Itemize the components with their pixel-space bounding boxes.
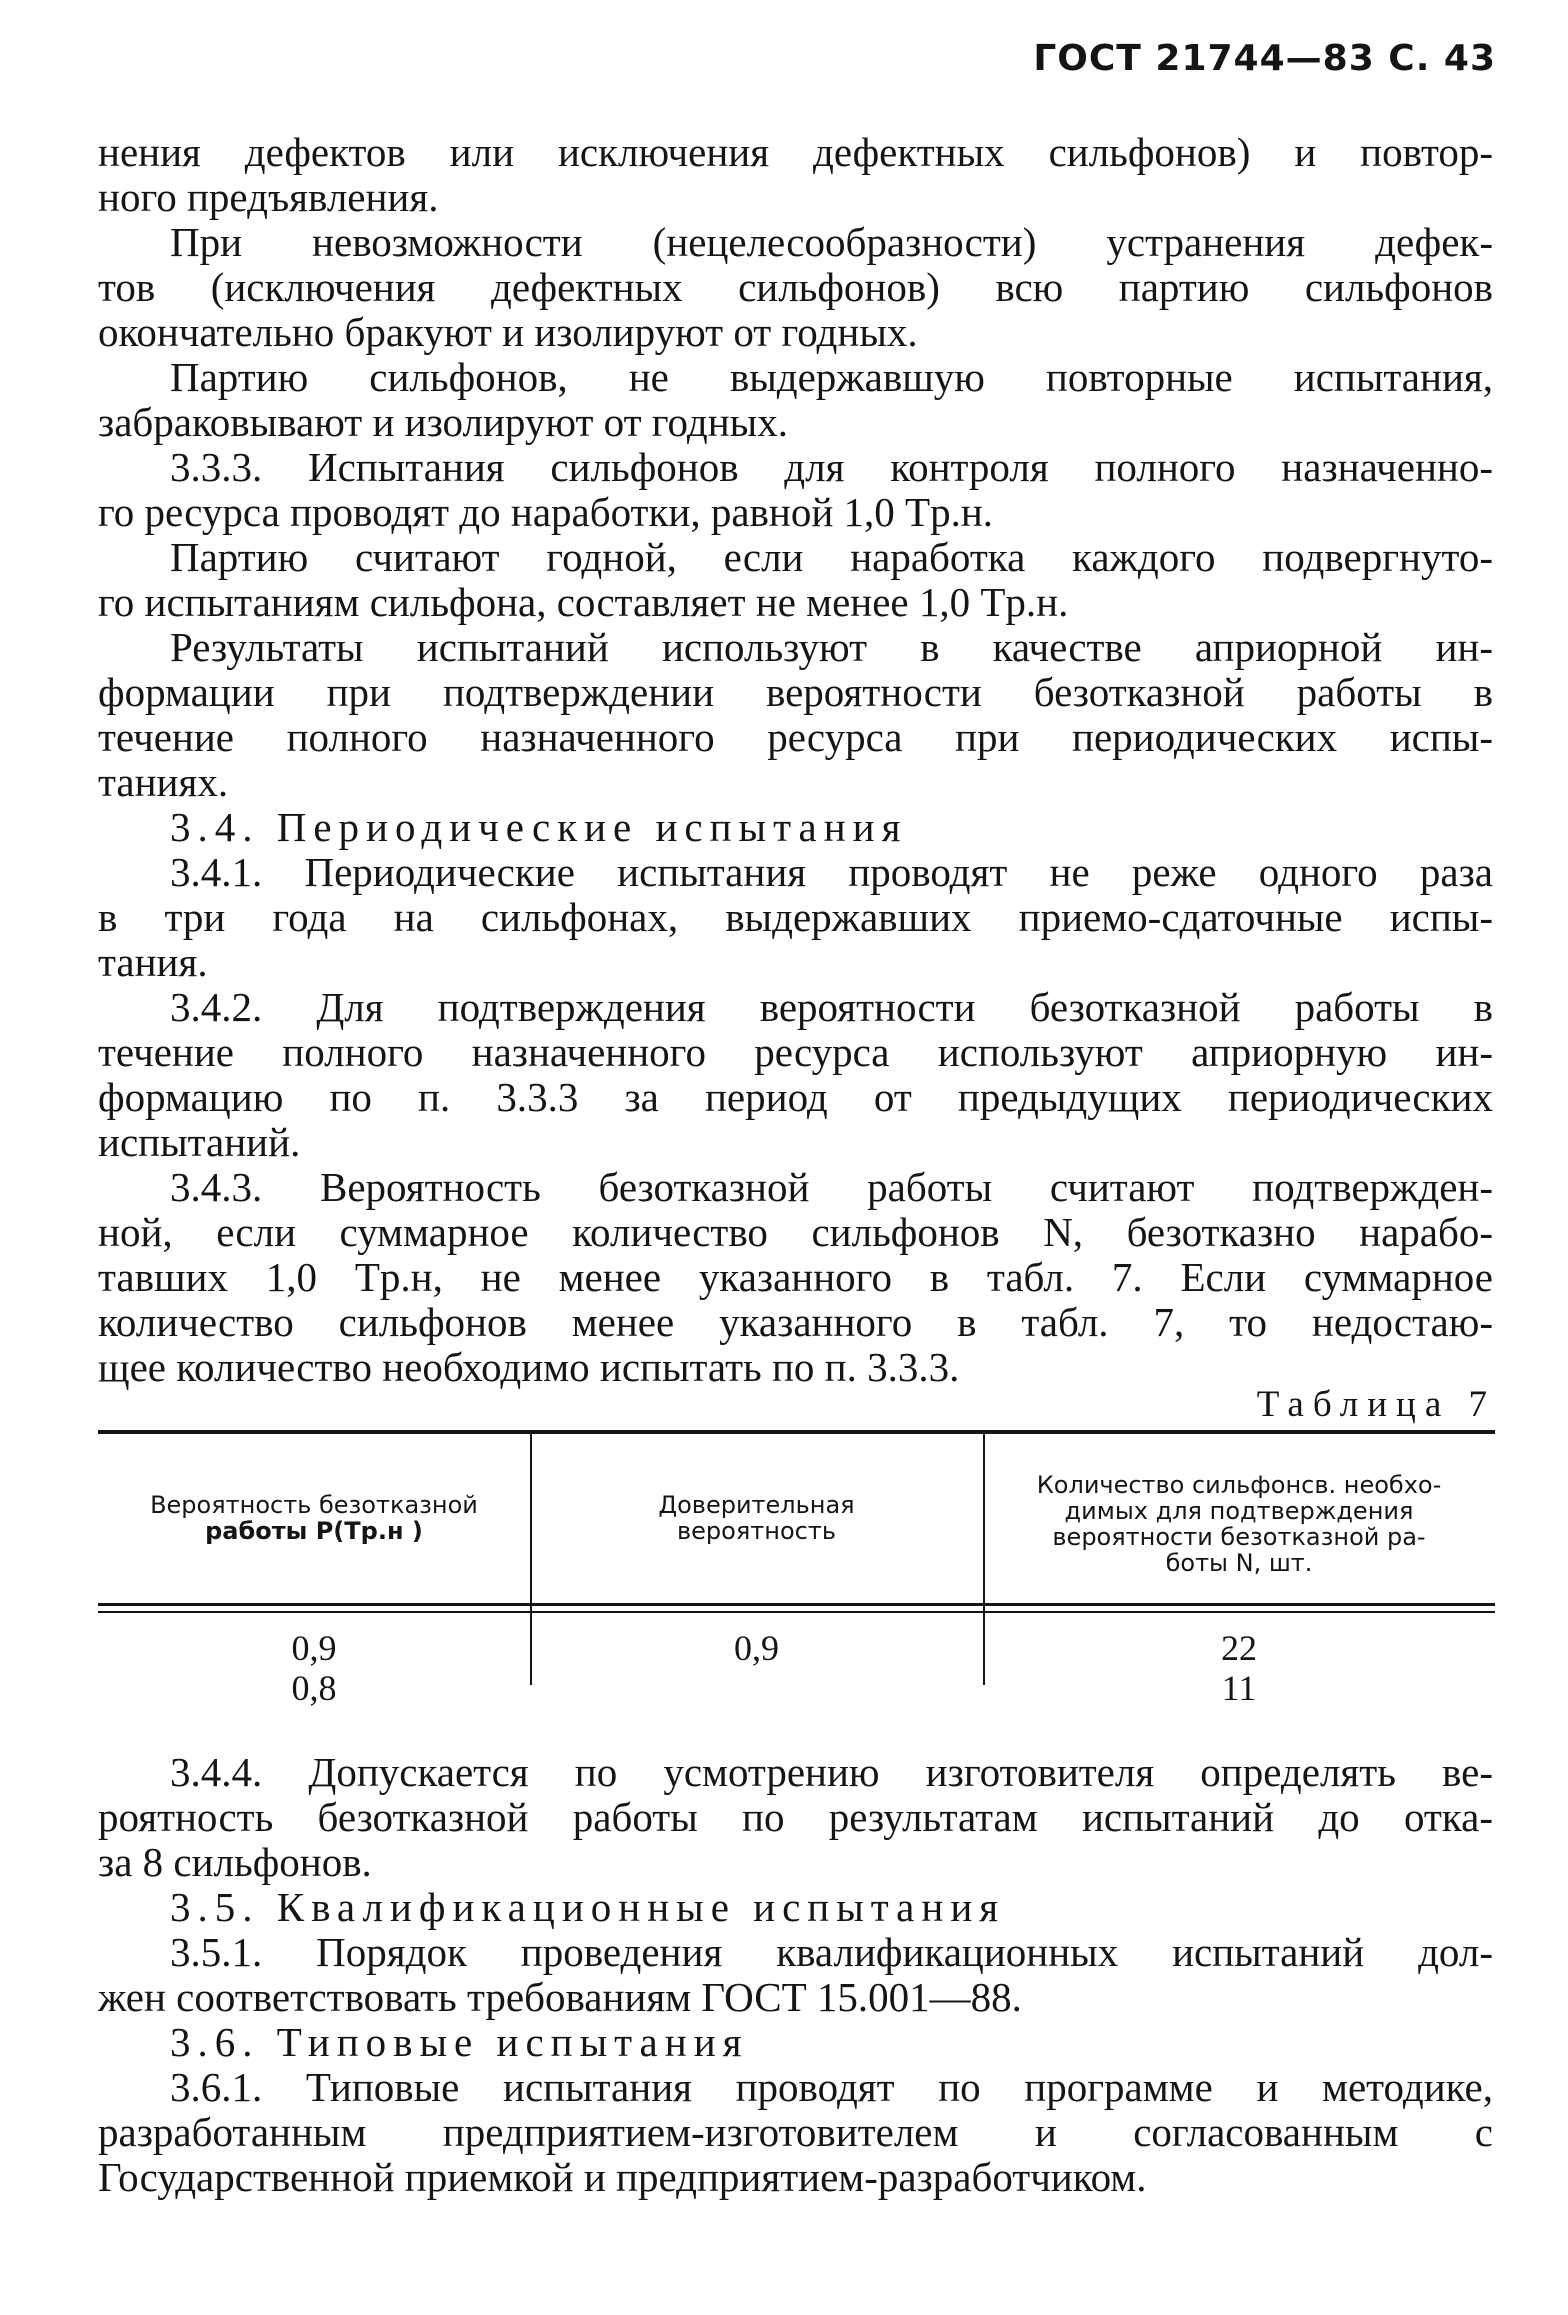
section-heading: 3.6. Типовые испытания <box>170 2019 749 2065</box>
cell-value: 0,9 <box>734 1628 779 1668</box>
text-line <box>98 2110 1493 2155</box>
header-line: вероятность <box>677 1517 836 1545</box>
line-text: за 8 сильфонов. <box>98 1839 372 1885</box>
text-line <box>98 1750 1493 1795</box>
text-line <box>98 1840 1493 1885</box>
table-cell-confidence <box>530 1628 983 1668</box>
header-line: Количество сильфонсв. необхо- <box>1036 1471 1442 1499</box>
body-text-bottom <box>98 1750 1493 2200</box>
text-line <box>98 1255 1493 1300</box>
line-text: 3.6.1. Типовые испытания проводят по программе и методике, <box>170 2064 1493 2110</box>
cell-value: 0,9 <box>291 1628 337 1668</box>
line-text: 3.4.1. Периодические испытания проводят не реже одного раза <box>170 849 1493 895</box>
text-line <box>98 310 1493 355</box>
table-caption: Таблица 7 <box>1256 1384 1496 1425</box>
line-text: щее количество необходимо испытать по п. 3.3.3. <box>98 1344 960 1390</box>
line-text: тания. <box>98 939 208 985</box>
table-top-rule <box>98 1430 1495 1434</box>
text-line <box>98 220 1493 265</box>
table-header-confidence <box>530 1492 983 1544</box>
table-cell-probability <box>98 1628 530 1708</box>
header-line: Вероятность безотказной <box>150 1491 478 1519</box>
line-text: в три года на сильфонах, выдержавших приемо-сдаточные испы- <box>98 894 1493 940</box>
line-text: Результаты испытаний используют в качестве априорной ин- <box>170 624 1493 670</box>
text-line <box>98 445 1493 490</box>
line-text: разработанным предприятием-изготовителем и согласованным с <box>98 2109 1493 2155</box>
line-text: Партию сильфонов, не выдержавшую повторные испытания, <box>170 354 1493 400</box>
cell-value: 11 <box>1221 1668 1257 1708</box>
line-text: забраковывают и изолируют от годных. <box>98 399 788 445</box>
text-line <box>98 2065 1493 2110</box>
line-text: тов (исключения дефектных сильфонов) всю партию сильфонов <box>98 264 1493 310</box>
line-text: формацию по п. 3.3.3 за период от предыдущих периодических <box>98 1074 1493 1120</box>
text-line <box>98 490 1493 535</box>
text-line <box>98 670 1493 715</box>
header-line: вероятности безотказной ра- <box>1052 1523 1426 1551</box>
text-line <box>98 1165 1493 1210</box>
cell-value: 22 <box>1221 1628 1257 1668</box>
table-header-rule <box>98 1603 1495 1606</box>
text-line <box>98 895 1493 940</box>
text-line <box>98 625 1493 670</box>
text-line <box>98 535 1493 580</box>
text-line <box>98 940 1493 985</box>
section-heading: 3.5. Квалификационные испытания <box>170 1884 1006 1930</box>
line-text: 3.4.2. Для подтверждения вероятности безотказной работы в <box>170 984 1493 1030</box>
text-line <box>98 1795 1493 1840</box>
header-line: работы P(Tр.н ) <box>205 1517 423 1545</box>
line-text: тавших 1,0 Tр.н, не менее указанного в табл. 7. Если суммарное <box>98 1254 1493 1300</box>
line-text: окончательно бракуют и изолируют от годных. <box>98 309 918 355</box>
line-text: 3.5.1. Порядок проведения квалификационных испытаний дол- <box>170 1929 1493 1975</box>
line-text: роятность безотказной работы по результатам испытаний до отка- <box>98 1794 1493 1840</box>
text-line <box>98 1300 1493 1345</box>
table-header-probability <box>98 1492 530 1544</box>
text-line <box>98 985 1493 1030</box>
line-text: жен соответствовать требованиям ГОСТ 15.001—88. <box>98 1974 1022 2020</box>
text-line <box>98 850 1493 895</box>
cell-value: 0,8 <box>291 1668 337 1708</box>
line-text: 3.3.3. Испытания сильфонов для контроля полного назначенно- <box>170 444 1493 490</box>
text-line <box>98 1120 1493 1165</box>
page-header: ГОСТ 21744—83 С. 43 <box>1033 38 1496 79</box>
table-cell-count <box>983 1628 1495 1708</box>
text-line <box>98 1210 1493 1255</box>
line-text: формации при подтверждении вероятности безотказной работы в <box>98 669 1493 715</box>
line-text: При невозможности (нецелесообразности) устранения дефек- <box>170 219 1493 265</box>
text-line <box>98 400 1493 445</box>
text-line <box>98 715 1493 760</box>
text-line <box>98 1975 1493 2020</box>
header-line: Доверительная <box>658 1491 855 1519</box>
table-header-rule-2 <box>98 1611 1495 1613</box>
text-line <box>98 580 1493 625</box>
line-text: течение полного назначенного ресурса при периодических испы- <box>98 714 1493 760</box>
line-text: испытаний. <box>98 1119 301 1165</box>
line-text: таниях. <box>98 759 229 805</box>
text-line <box>98 265 1493 310</box>
text-line <box>98 805 1493 850</box>
text-line <box>98 355 1493 400</box>
line-text: Партию считают годной, если наработка каждого подвергнуто- <box>170 534 1493 580</box>
text-line <box>98 2155 1493 2200</box>
text-line <box>98 2020 1493 2065</box>
line-text: ного предъявления. <box>98 174 439 220</box>
text-line <box>98 130 1493 175</box>
line-text: течение полного назначенного ресурса используют априорную ин- <box>98 1029 1493 1075</box>
line-text: 3.4.3. Вероятность безотказной работы считают подтвержден- <box>170 1164 1493 1210</box>
text-line <box>98 1075 1493 1120</box>
line-text: нения дефектов или исключения дефектных сильфонов) и повтор- <box>98 129 1493 175</box>
text-line <box>98 1885 1493 1930</box>
line-text: Государственной приемкой и предприятием-разработчиком. <box>98 2154 1147 2200</box>
table-header-count <box>983 1472 1495 1576</box>
header-line: димых для подтверждения <box>1064 1497 1414 1525</box>
text-line <box>98 175 1493 220</box>
text-line <box>98 760 1493 805</box>
line-text: количество сильфонов менее указанного в табл. 7, то недостаю- <box>98 1299 1493 1345</box>
body-text-top <box>98 130 1493 1390</box>
line-text: го испытаниям сильфона, составляет не менее 1,0 Tр.н. <box>98 579 1069 625</box>
text-line <box>98 1930 1493 1975</box>
line-text: го ресурса проводят до наработки, равной 1,0 Tр.н. <box>98 489 994 535</box>
text-line <box>98 1030 1493 1075</box>
line-text: ной, если суммарное количество сильфонов N, безотказно нарабо- <box>98 1209 1493 1255</box>
section-heading: 3.4. Периодические испытания <box>170 804 908 850</box>
line-text: 3.4.4. Допускается по усмотрению изготовителя определять ве- <box>170 1749 1493 1795</box>
header-line: боты N, шт. <box>1165 1549 1313 1577</box>
